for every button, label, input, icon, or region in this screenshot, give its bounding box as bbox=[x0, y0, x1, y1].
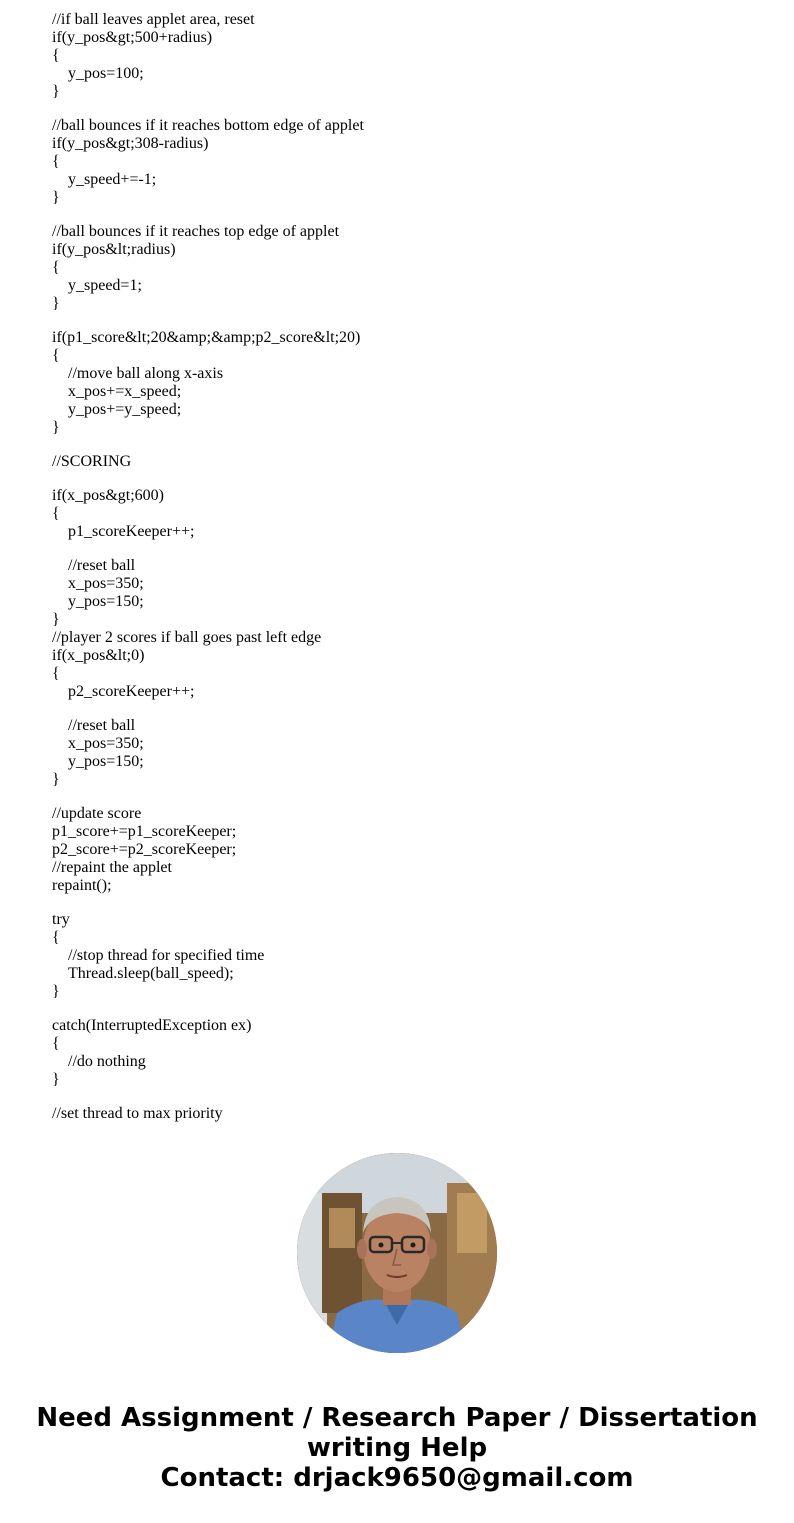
code-line: //reset ball bbox=[68, 557, 136, 574]
code-line: if(p1_score&lt;20&amp;&amp;p2_score&lt;20) bbox=[52, 329, 361, 346]
code-line: //move ball along x-axis bbox=[68, 365, 224, 382]
code-line: //SCORING bbox=[52, 453, 132, 470]
code-line: catch(InterruptedException ex) bbox=[52, 1017, 252, 1034]
code-line: try bbox=[52, 911, 70, 928]
code-line: { bbox=[52, 347, 60, 364]
code-line: //update score bbox=[52, 805, 142, 822]
blank-line bbox=[52, 895, 752, 911]
blank-line bbox=[52, 541, 752, 557]
code-line: } bbox=[52, 83, 60, 100]
blank-line bbox=[52, 313, 752, 329]
blank-line bbox=[52, 101, 752, 117]
code-line: y_speed=1; bbox=[68, 277, 142, 294]
code-line: if(y_pos&gt;500+radius) bbox=[52, 29, 213, 46]
contact-email[interactable]: Contact: drjack9650@gmail.com bbox=[160, 1463, 634, 1493]
code-listing bbox=[52, 11, 752, 1122]
code-line: y_pos+=y_speed; bbox=[68, 401, 182, 418]
code-line: if(y_pos&lt;radius) bbox=[52, 241, 176, 258]
code-line: //do nothing bbox=[68, 1053, 146, 1070]
code-line: //if ball leaves applet area, reset bbox=[52, 11, 255, 28]
blank-line bbox=[52, 789, 752, 805]
blank-line bbox=[52, 471, 752, 487]
blank-line bbox=[52, 1089, 752, 1105]
code-line: } bbox=[52, 419, 60, 436]
code-line: p1_scoreKeeper++; bbox=[68, 523, 195, 540]
code-line: if(x_pos&lt;0) bbox=[52, 647, 145, 664]
code-line: { bbox=[52, 929, 60, 946]
code-line: { bbox=[52, 259, 60, 276]
code-line: repaint(); bbox=[52, 877, 112, 894]
code-line: } bbox=[52, 611, 60, 628]
code-line: x_pos=350; bbox=[68, 735, 144, 752]
code-line: y_speed+=-1; bbox=[68, 171, 157, 188]
code-line: x_pos+=x_speed; bbox=[68, 383, 182, 400]
code-line: } bbox=[52, 771, 60, 788]
code-line: if(y_pos&gt;308-radius) bbox=[52, 135, 209, 152]
code-line: x_pos=350; bbox=[68, 575, 144, 592]
blank-line bbox=[52, 437, 752, 453]
code-line: y_pos=150; bbox=[68, 753, 144, 770]
code-line: //reset ball bbox=[68, 717, 136, 734]
code-line: Thread.sleep(ball_speed); bbox=[68, 965, 234, 982]
code-line: } bbox=[52, 295, 60, 312]
code-line: //repaint the applet bbox=[52, 859, 172, 876]
code-line: } bbox=[52, 983, 60, 1000]
code-line: { bbox=[52, 153, 60, 170]
author-avatar bbox=[297, 1153, 497, 1353]
code-line: //player 2 scores if ball goes past left edge bbox=[52, 629, 322, 646]
code-line: p2_score+=p2_scoreKeeper; bbox=[52, 841, 237, 858]
code-line: //stop thread for specified time bbox=[68, 947, 265, 964]
code-line: if(x_pos&gt;600) bbox=[52, 487, 164, 504]
code-line: //set thread to max priority bbox=[52, 1105, 223, 1122]
code-line: //ball bounces if it reaches top edge of applet bbox=[52, 223, 340, 240]
code-line: { bbox=[52, 47, 60, 64]
blank-line bbox=[52, 207, 752, 223]
portrait-image bbox=[297, 1153, 497, 1353]
banner-line-1: Need Assignment / Research Paper / Dissertation bbox=[36, 1403, 758, 1433]
blank-line bbox=[52, 1001, 752, 1017]
code-line: p2_scoreKeeper++; bbox=[68, 683, 195, 700]
code-line: //ball bounces if it reaches bottom edge of applet bbox=[52, 117, 364, 134]
code-line: { bbox=[52, 505, 60, 522]
blank-line bbox=[52, 701, 752, 717]
code-line: } bbox=[52, 1071, 60, 1088]
code-line: } bbox=[52, 189, 60, 206]
code-line: { bbox=[52, 665, 60, 682]
code-line: y_pos=150; bbox=[68, 593, 144, 610]
contact-banner bbox=[0, 1403, 794, 1493]
code-line: y_pos=100; bbox=[68, 65, 144, 82]
banner-line-2: writing Help bbox=[306, 1433, 488, 1463]
code-line: { bbox=[52, 1035, 60, 1052]
code-line: p1_score+=p1_scoreKeeper; bbox=[52, 823, 237, 840]
